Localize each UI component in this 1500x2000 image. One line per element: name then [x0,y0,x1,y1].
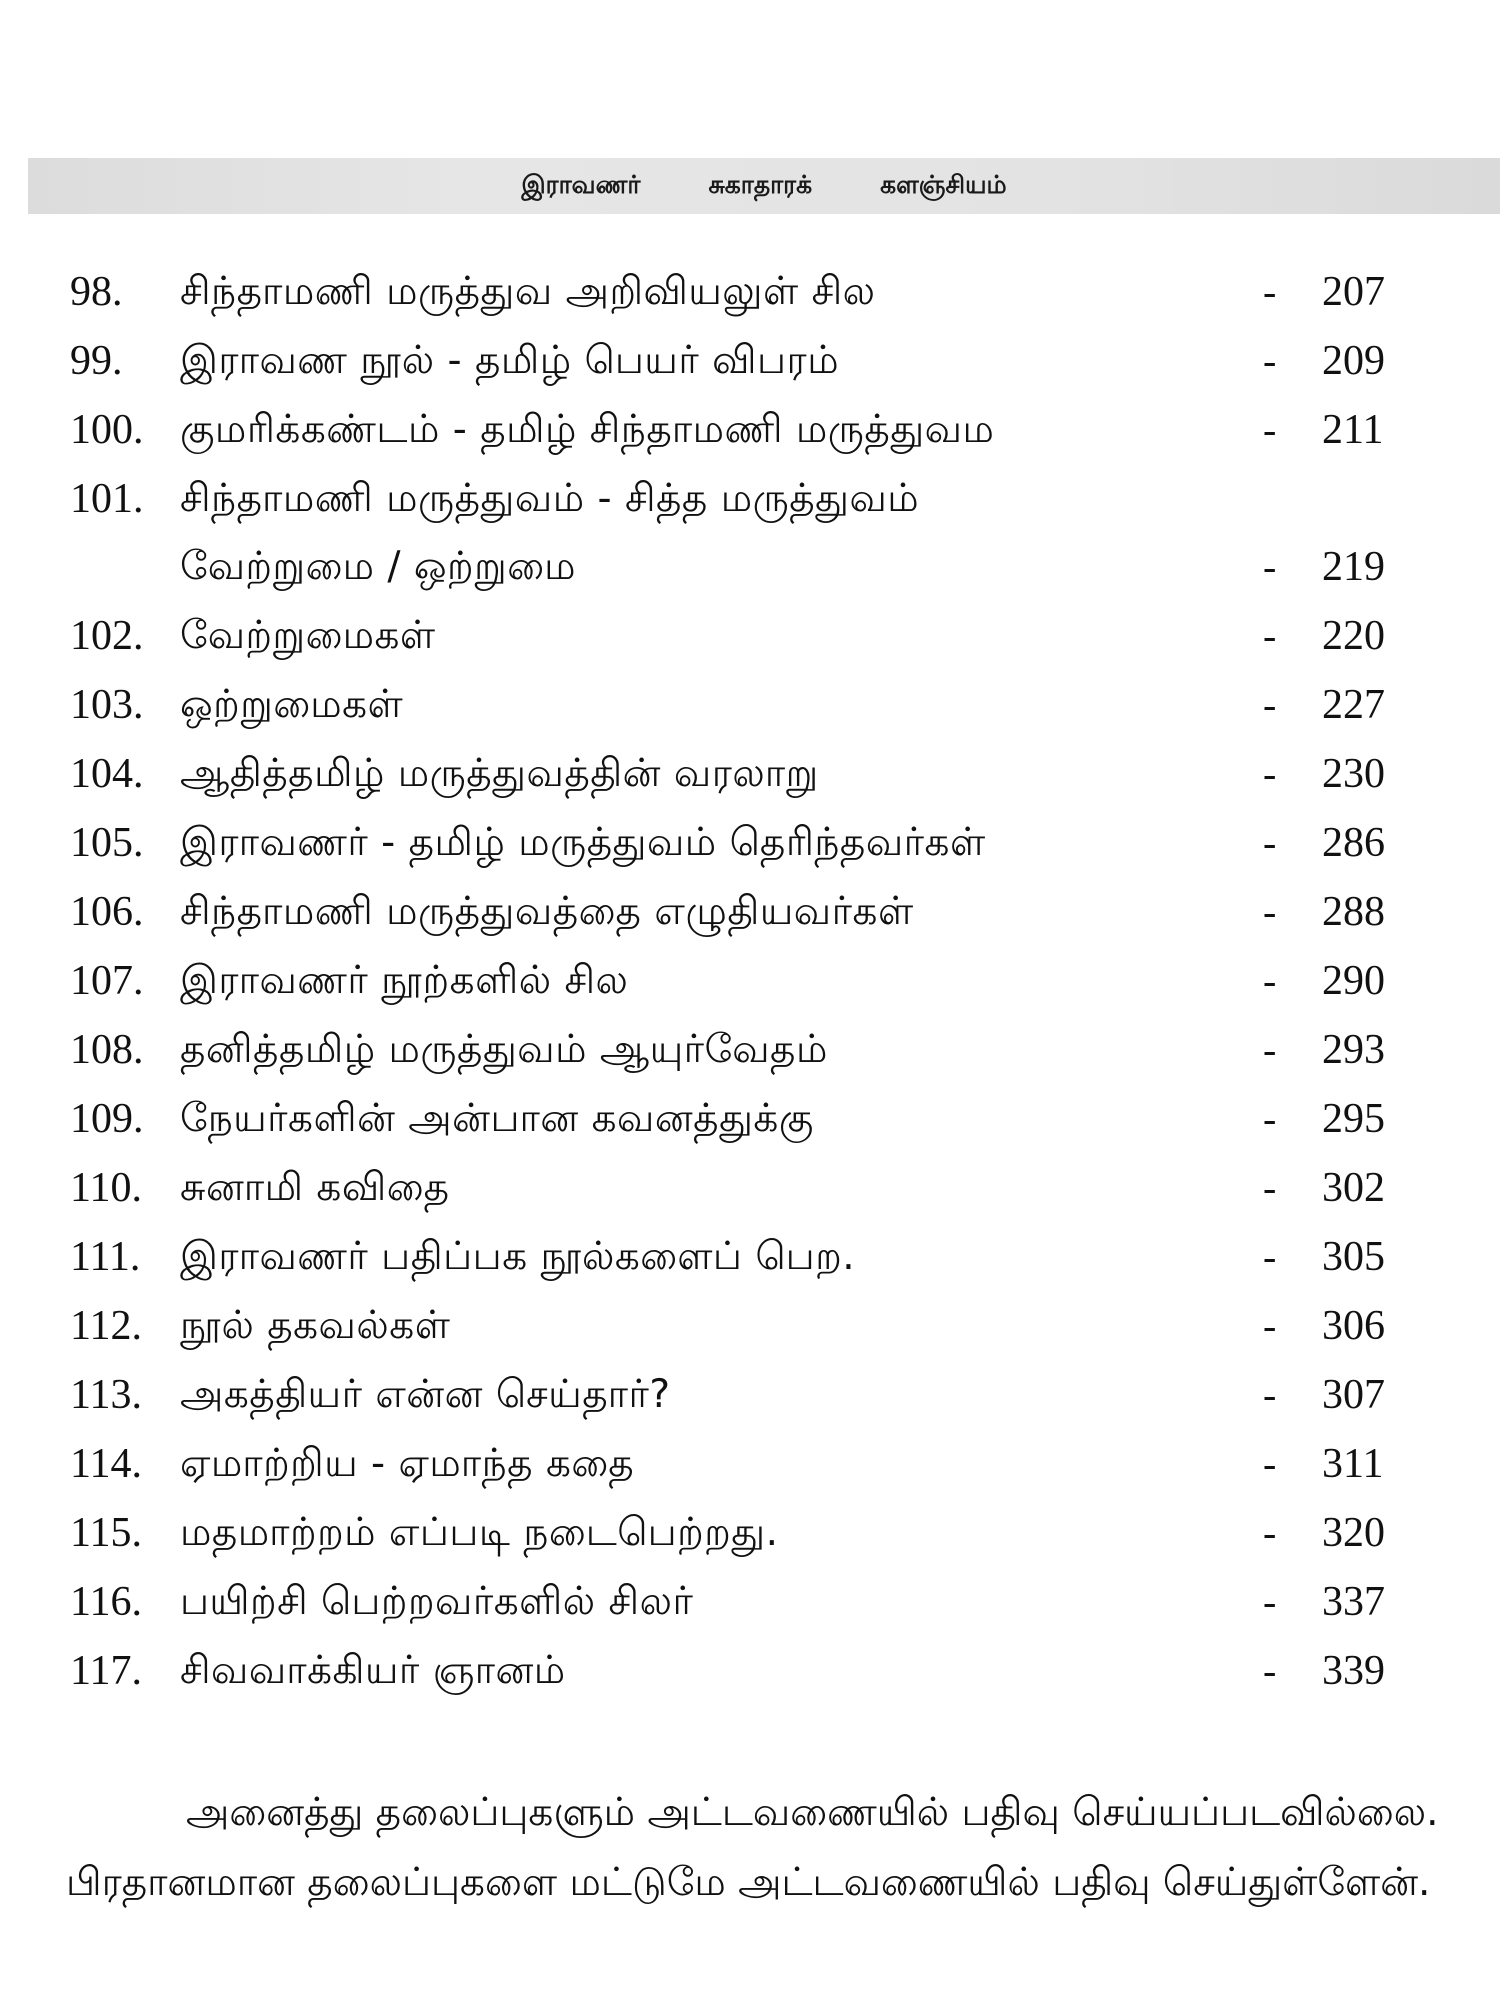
toc-entry-title: சுனாமி கவிதை [180,1165,450,1210]
toc-entry-number: 105. [70,820,144,866]
toc-entry-page: 339 [1322,1648,1385,1694]
toc-entry-title: சிந்தாமணி மருத்துவ அறிவியலுள் சில [180,269,876,314]
header-word-3: களஞ்சியம் [880,169,1007,199]
toc-entry-title: தனித்தமிழ் மருத்துவம் ஆயுர்வேதம் [180,1027,828,1072]
toc-entry-page: 290 [1322,958,1385,1004]
toc-entry-title: ஒற்றுமைகள் [180,682,404,727]
toc-entry-dash: - [1263,958,1277,1003]
toc-entry-dash: - [1263,1165,1277,1210]
toc-entry-dash: - [1263,751,1277,796]
toc-entry-dash: - [1263,1303,1277,1348]
toc-entry-title: சிந்தாமணி மருத்துவத்தை எழுதியவர்கள் [180,889,914,934]
toc-entry [0,1434,1500,1494]
toc-entry-number: 98. [70,269,123,315]
toc-entry-number: 100. [70,407,144,453]
toc-entry-number: 104. [70,751,144,797]
toc-entry-dash: - [1263,407,1277,452]
toc-entry-number: 116. [70,1579,142,1625]
toc-entry [0,744,1500,804]
toc-entry-number: 101. [70,476,144,522]
toc-entry-page: 305 [1322,1234,1385,1280]
toc-entry-title: வேற்றுமைகள் [180,613,436,658]
toc-entry-title: இராவணர் நூற்களில் சில [180,958,629,1003]
toc-entry-number: 107. [70,958,144,1004]
toc-entry [0,1089,1500,1149]
toc-entry-number: 108. [70,1027,144,1073]
toc-entry-title: சிவவாக்கியர் ஞானம் [180,1648,566,1693]
toc-entry-title: மதமாற்றம் எப்படி நடைபெற்றது. [180,1510,779,1555]
toc-entry-title: சிந்தாமணி மருத்துவம் - சித்த மருத்துவம் [180,476,920,521]
toc-entry-page: 220 [1322,613,1385,659]
toc-entry-title: ஆதித்தமிழ் மருத்துவத்தின் வரலாறு [180,751,819,796]
toc-entry-number: 110. [70,1165,142,1211]
toc-entry-dash: - [1263,1510,1277,1555]
toc-entry-page: 288 [1322,889,1385,935]
toc-entry-number: 106. [70,889,144,935]
toc-entry-page: 293 [1322,1027,1385,1073]
toc-entry-number: 99. [70,338,123,384]
toc-entry-number: 112. [70,1303,142,1349]
toc-entry-page: 211 [1322,407,1384,453]
toc-entry-dash: - [1263,1096,1277,1141]
toc-entry [0,1365,1500,1425]
toc-entry-page: 209 [1322,338,1385,384]
toc-entry-title: இராவண நூல் - தமிழ் பெயர் விபரம் [180,338,840,383]
toc-entry-number: 117. [70,1648,142,1694]
toc-entry-number: 102. [70,613,144,659]
header-word-1: இராவணர் [521,169,641,199]
toc-entry [0,1020,1500,1080]
toc-entry [0,675,1500,735]
toc-entry-dash: - [1263,820,1277,865]
toc-entry-page: 311 [1322,1441,1384,1487]
toc-entry-title: நூல் தகவல்கள் [180,1303,451,1348]
toc-entry-title: பயிற்சி பெற்றவர்களில் சிலர் [180,1579,694,1624]
header-word-2: சுகாதாரக் [708,169,813,199]
toc-entry-title: அகத்தியர் என்ன செய்தார்? [180,1372,671,1417]
toc-entry-dash: - [1263,269,1277,314]
toc-entry [0,1296,1500,1356]
toc-entry-title: நேயர்களின் அன்பான கவனத்துக்கு [180,1096,814,1141]
toc-entry [0,606,1500,666]
toc-entry-number: 113. [70,1372,142,1418]
toc-entry-dash: - [1263,1027,1277,1072]
toc-entry-dash: - [1263,889,1277,934]
toc-entry-page: 230 [1322,751,1385,797]
toc-entry-page: 337 [1322,1579,1385,1625]
toc-entry-number: 115. [70,1510,142,1556]
toc-entry-page: 286 [1322,820,1385,866]
toc-entry-page: 306 [1322,1303,1385,1349]
footnote-text: அனைத்து தலைப்புகளும் அட்டவணையில் பதிவு செய்யப்படவில்லை. பிரதானமான தலைப்புகளை மட்டுமே அட்டவணையில் பதிவு செய்துள்ளேன். [66,1790,1439,1905]
toc-entry-number: 109. [70,1096,144,1142]
toc-entry-title: ஏமாற்றிய - ஏமாந்த கதை [180,1441,635,1486]
toc-entry [0,331,1500,391]
toc-entry [0,469,1500,529]
toc-entry-title: வேற்றுமை / ஒற்றுமை [180,544,576,589]
toc-entry [0,1227,1500,1287]
toc-entry [0,1641,1500,1701]
toc-entry [0,1158,1500,1218]
footnote [66,1778,1466,1918]
toc-entry-page: 295 [1322,1096,1385,1142]
toc-entry-dash: - [1263,1579,1277,1624]
toc-entry [0,400,1500,460]
toc-entry-number: 111. [70,1234,141,1280]
toc-entry-page: 320 [1322,1510,1385,1556]
toc-entry-number: 114. [70,1441,142,1487]
toc-entry [0,537,1500,597]
toc-entry-page: 219 [1322,544,1385,590]
toc-entry-page: 227 [1322,682,1385,728]
toc-entry-title: இராவணர் பதிப்பக நூல்களைப் பெற. [180,1234,856,1279]
toc-entry-dash: - [1263,1372,1277,1417]
toc-entry-number: 103. [70,682,144,728]
toc-entry [0,262,1500,322]
toc-entry-dash: - [1263,613,1277,658]
toc-entry-dash: - [1263,1648,1277,1693]
toc-entry [0,1503,1500,1563]
toc-entry-dash: - [1263,338,1277,383]
toc-entry-page: 302 [1322,1165,1385,1211]
toc-entry [0,813,1500,873]
toc-entry [0,1572,1500,1632]
toc-entry-title: இராவணர் - தமிழ் மருத்துவம் தெரிந்தவர்கள் [180,820,986,865]
toc-entry-title: குமரிக்கண்டம் - தமிழ் சிந்தாமணி மருத்துவம [180,407,995,452]
toc-entry-dash: - [1263,682,1277,727]
toc-entry [0,882,1500,942]
toc-entry-dash: - [1263,544,1277,589]
running-header [28,158,1500,214]
toc-entry-dash: - [1263,1441,1277,1486]
toc-entry-dash: - [1263,1234,1277,1279]
toc-entry-page: 207 [1322,269,1385,315]
toc-entry-page: 307 [1322,1372,1385,1418]
toc-entry [0,951,1500,1011]
